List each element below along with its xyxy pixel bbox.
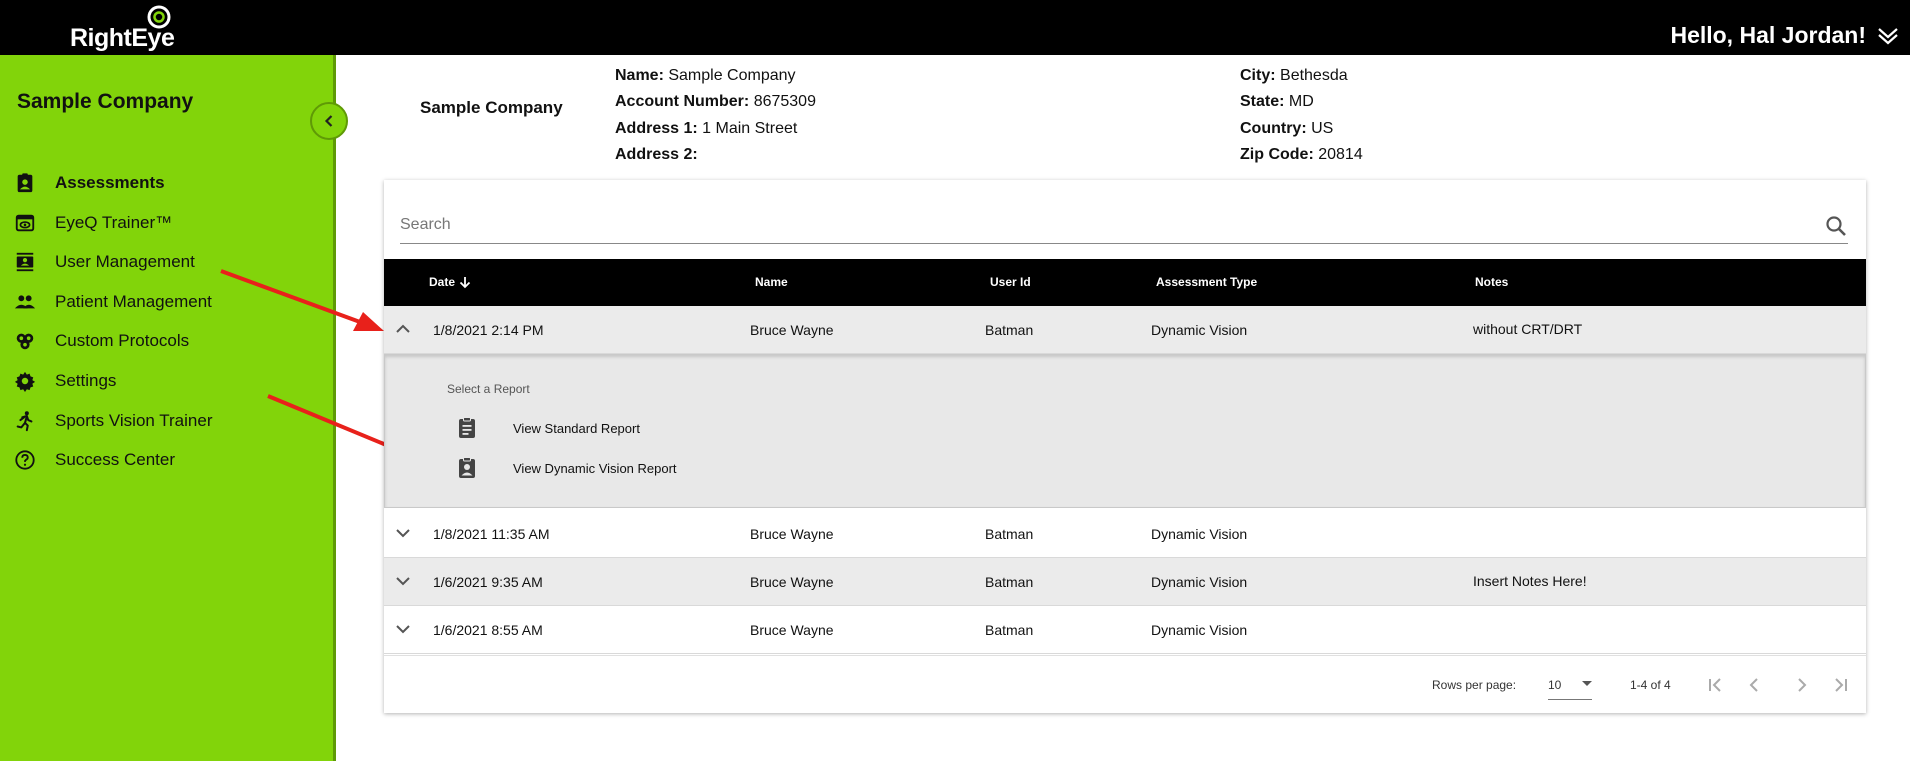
previous-page-icon[interactable] — [1742, 673, 1766, 697]
detail-value: 8675309 — [753, 93, 816, 110]
search-icon[interactable] — [1824, 214, 1848, 238]
sidebar-item-settings[interactable] — [14, 367, 116, 395]
table-header — [384, 259, 1866, 306]
table-row[interactable] — [384, 606, 1866, 654]
cell-notes: without CRT/DRT — [1473, 321, 1583, 337]
cell-date: 1/8/2021 11:35 AM — [433, 526, 550, 542]
gear-icon — [14, 370, 36, 392]
detail-value: Sample Company — [668, 67, 796, 84]
sidebar-item-label: User Management — [55, 252, 195, 271]
sidebar-item-patient-management[interactable] — [14, 288, 212, 316]
detail-label: Account Number: — [615, 93, 750, 110]
detail-label: City: — [1240, 67, 1276, 84]
detail-label: Country: — [1240, 120, 1307, 137]
sidebar-item-label: Sports Vision Trainer — [55, 411, 213, 430]
logo-text-eye: Eye — [131, 24, 175, 52]
user-management-icon — [14, 251, 36, 273]
detail-label: Address 1: — [615, 120, 698, 137]
chevron-left-icon — [321, 113, 337, 129]
table-row[interactable] — [384, 510, 1866, 558]
sidebar-item-success-center[interactable] — [14, 446, 175, 474]
clipboard-icon — [455, 416, 479, 440]
cell-date: 1/6/2021 9:35 AM — [433, 574, 543, 590]
cell-notes: Insert Notes Here! — [1473, 573, 1587, 589]
sidebar-item-sports-vision-trainer[interactable] — [14, 407, 212, 435]
table-row[interactable] — [384, 306, 1866, 354]
detail-label: State: — [1240, 93, 1285, 110]
table-row[interactable] — [384, 558, 1866, 606]
pagination-footer — [384, 655, 1866, 713]
caret-down-icon — [1582, 681, 1592, 686]
help-icon — [14, 449, 36, 471]
search-input[interactable] — [400, 216, 1780, 234]
sidebar-item-label: Patient Management — [55, 292, 212, 311]
cell-user-id: Batman — [985, 322, 1034, 338]
cell-user-id: Batman — [985, 526, 1034, 542]
cell-assessment-type: Dynamic Vision — [1151, 574, 1248, 590]
chevron-down-icon[interactable] — [392, 522, 414, 544]
user-greeting[interactable]: Hello, Hal Jordan! — [1670, 22, 1866, 48]
cell-date: 1/8/2021 2:14 PM — [433, 322, 544, 338]
sidebar-item-custom-protocols[interactable] — [14, 327, 189, 355]
chevron-down-icon[interactable] — [392, 570, 414, 592]
rows-per-page-value: 10 — [1548, 678, 1562, 692]
column-header-user-id[interactable]: User Id — [990, 275, 1031, 289]
report-link-label: View Standard Report — [513, 420, 640, 436]
cell-assessment-type: Dynamic Vision — [1151, 622, 1248, 638]
cell-name: Bruce Wayne — [750, 322, 834, 338]
cell-user-id: Batman — [985, 574, 1034, 590]
chevron-up-icon[interactable] — [392, 318, 414, 340]
column-header-name[interactable]: Name — [755, 275, 788, 289]
account-detail-address2 — [615, 146, 698, 164]
account-detail-name — [615, 67, 796, 85]
detail-label: Zip Code: — [1240, 146, 1314, 163]
rows-per-page-select[interactable] — [1548, 672, 1592, 700]
detail-value: 1 Main Street — [702, 120, 798, 137]
protocols-icon — [14, 330, 36, 352]
report-select-panel — [384, 354, 1866, 508]
cell-assessment-type: Dynamic Vision — [1151, 322, 1248, 338]
detail-label: Address 2: — [615, 146, 698, 163]
account-detail-address1 — [615, 120, 797, 138]
logo-text — [70, 24, 174, 53]
detail-value: MD — [1288, 93, 1314, 110]
righteye-logo[interactable] — [70, 4, 180, 52]
sidebar-item-user-management[interactable] — [14, 248, 195, 276]
account-detail-number — [615, 93, 816, 111]
sidebar-item-label: Custom Protocols — [55, 331, 190, 350]
runner-icon — [14, 410, 36, 432]
cell-name: Bruce Wayne — [750, 526, 834, 542]
account-detail-city — [1240, 67, 1348, 85]
sidebar-item-label: Success Center — [55, 450, 175, 469]
sidebar-item-eyeq-trainer[interactable] — [14, 209, 172, 237]
cell-user-id: Batman — [985, 622, 1034, 638]
search-bar — [400, 210, 1848, 244]
sidebar-collapse-button[interactable] — [310, 102, 348, 140]
pagination-range: 1-4 of 4 — [1630, 678, 1671, 692]
detail-value: US — [1311, 120, 1334, 137]
detail-value: Bethesda — [1280, 67, 1348, 84]
sidebar-item-label: Settings — [55, 371, 117, 390]
cell-name: Bruce Wayne — [750, 574, 834, 590]
account-detail-state — [1240, 93, 1314, 111]
sidebar-item-label: Assessments — [55, 173, 165, 192]
sort-arrow-down-icon — [458, 275, 472, 289]
assessments-card — [384, 180, 1866, 713]
logo-text-right: Right — [70, 24, 132, 52]
cell-name: Bruce Wayne — [750, 622, 834, 638]
sidebar — [0, 55, 336, 761]
sidebar-item-label: EyeQ Trainer™ — [55, 213, 173, 232]
column-header-notes[interactable]: Notes — [1475, 275, 1509, 289]
cell-date: 1/6/2021 8:55 AM — [433, 622, 543, 638]
assessment-report-icon — [455, 456, 479, 480]
rows-per-page-label: Rows per page: — [1432, 678, 1517, 692]
report-link-label: View Dynamic Vision Report — [513, 460, 677, 476]
column-header-date[interactable] — [429, 275, 472, 289]
account-detail-country — [1240, 120, 1333, 138]
detail-value: 20814 — [1318, 146, 1363, 163]
column-label: Date — [429, 275, 456, 289]
column-header-assessment-type[interactable]: Assessment Type — [1156, 275, 1258, 289]
last-page-icon[interactable] — [1828, 673, 1852, 697]
sidebar-item-assessments[interactable] — [14, 169, 165, 197]
top-bar — [0, 0, 1910, 55]
view-dynamic-vision-report-link[interactable] — [455, 454, 677, 482]
patients-icon — [14, 291, 36, 313]
first-page-icon[interactable] — [1704, 673, 1728, 697]
account-heading: Sample Company — [420, 98, 563, 117]
view-standard-report-link[interactable] — [455, 414, 640, 442]
cell-assessment-type: Dynamic Vision — [1151, 526, 1248, 542]
sidebar-company-name: Sample Company — [17, 90, 194, 113]
detail-label: Name: — [615, 67, 664, 84]
user-menu-chevron-icon[interactable] — [1876, 24, 1900, 48]
eyeq-trainer-icon — [14, 212, 36, 234]
assessment-icon — [14, 172, 36, 194]
account-detail-zip — [1240, 146, 1363, 164]
next-page-icon[interactable] — [1790, 673, 1814, 697]
chevron-down-icon[interactable] — [392, 618, 414, 640]
select-report-label: Select a Report — [447, 382, 530, 396]
